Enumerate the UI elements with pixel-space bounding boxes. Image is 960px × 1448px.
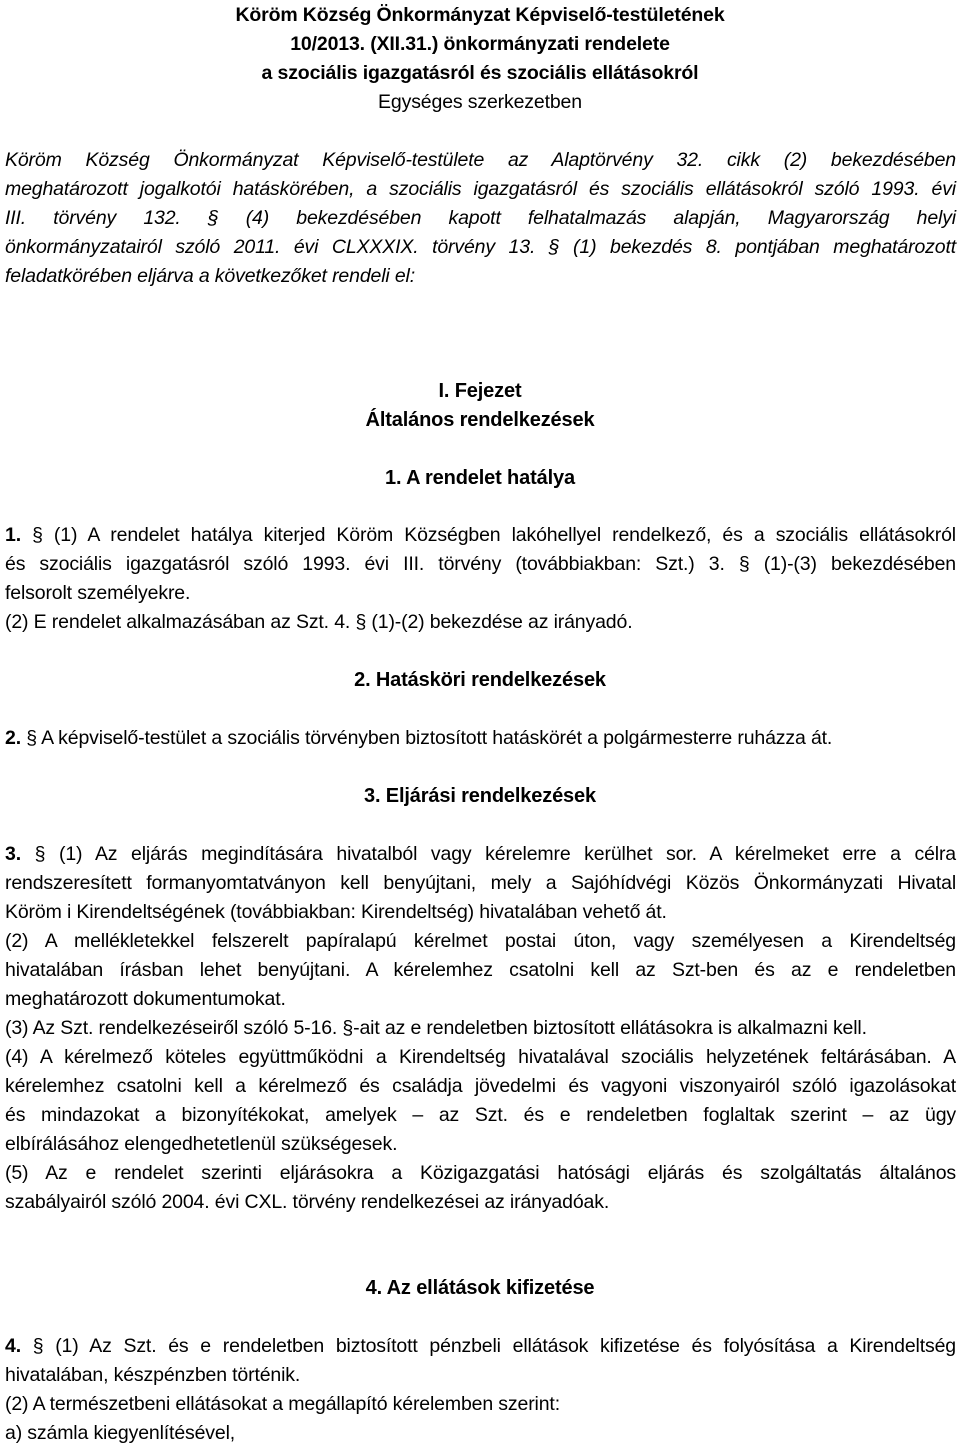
section-3-line-13: szabályairól szóló 2004. évi CXL. törvény rendelkezései az irányadóak. [5,1191,610,1213]
section-heading-4: 4. Az ellátások kifizetése [365,1277,595,1299]
section-1-line-2: és szociális igazgatásról szóló 1993. évi III. törvény (továbbiakban: Szt.) 3. § (1)-(3) bekezdésében [5,553,956,575]
title-line-2: 10/2013. (XII.31.) önkormányzati rendelete [290,33,670,55]
section-3-line-9: kérelemhez csatolni kell a kérelmező és családja jövedelmi és vagyoni viszonyairól szóló igazolásokat [5,1075,956,1097]
preamble-line-4: önkormányzatairól szóló 2011. évi CLXXXIX. törvény 13. § (1) bekezdés 8. pontjában meghatározott [5,236,956,258]
section-heading-3: 3. Eljárási rendelkezések [364,785,596,807]
title-line-1: Köröm Község Önkormányzat Képviselő-testületének [235,4,725,26]
section-2-line-1: 2. § A képviselő-testület a szociális törvényben biztosított hatáskörét a polgármesterre ruházza át. [5,727,833,749]
section-3-line-11: elbírálásához elengedhetetlenül szükségesek. [5,1133,398,1155]
section-1-line-3: felsorolt személyekre. [5,582,191,604]
section-heading-2: 2. Hatásköri rendelkezések [354,669,606,691]
section-3-line-4: (2) A mellékletekkel felszerelt papíralapú kérelmet postai úton, vagy személyesen a Kirendeltség [5,930,956,952]
chapter-title: Általános rendelkezések [365,409,595,431]
section-4-line-2: hivatalában, készpénzben történik. [5,1364,301,1386]
section-3-line-12: (5) Az e rendelet szerinti eljárásokra a Közigazgatási hatósági eljárás és szolgáltatás általános [5,1162,956,1184]
section-4-line-4: a) számla kiegyenlítésével, [5,1422,236,1444]
section-3-line-10: és mindazokat a bizonyítékokat, amelyek – az Szt. és e rendeletben foglaltak szerint – az ügy [5,1104,956,1126]
section-3-line-8: (4) A kérelmező köteles együttműködni a Kirendeltség hivatalával szociális helyzetének feltárásában. A [5,1046,956,1068]
section-3-line-2: rendszeresített formanyomtatványon kell benyújtani, mely a Sajóhídvégi Közös Önkormányzati Hivatal [5,872,956,894]
section-heading-1: 1. A rendelet hatálya [385,467,575,489]
subtitle: Egységes szerkezetben [378,91,582,113]
title-line-3: a szociális igazgatásról és szociális ellátásokról [261,62,699,84]
section-1-line-1: 1. § (1) A rendelet hatálya kiterjed Köröm Községben lakóhellyel rendelkező, és a szociális ellátásokról [5,524,956,546]
section-3-line-6: meghatározott dokumentumokat. [5,988,286,1010]
section-4-line-1: 4. § (1) Az Szt. és e rendeletben biztosított pénzbeli ellátások kifizetése és folyósítása a Kirendeltség [5,1335,956,1357]
section-3-line-7: (3) Az Szt. rendelkezéseiről szóló 5-16. §-ait az e rendeletben biztosított ellátásokra is alkalmazni kell. [5,1017,867,1039]
chapter-number: I. Fejezet [438,380,522,402]
section-4-line-3: (2) A természetbeni ellátásokat a megállapító kérelemben szerint: [5,1393,560,1415]
section-3-line-3: Köröm i Kirendeltségének (továbbiakban: Kirendeltség) hivatalában vehető át. [5,901,667,923]
preamble-line-3: III. törvény 132. § (4) bekezdésében kapott felhatalmazás alapján, Magyarország helyi [5,207,956,229]
section-3-line-5: hivatalában írásban lehet benyújtani. A kérelemhez csatolni kell az Szt-ben és az e rendeletben [5,959,956,981]
section-1-line-4: (2) E rendelet alkalmazásában az Szt. 4. § (1)-(2) bekezdése az irányadó. [5,611,633,633]
section-3-line-1: 3. § (1) Az eljárás megindítására hivatalból vagy kérelemre kerülhet sor. A kérelmeket erre a célra [5,843,956,865]
preamble-line-2: meghatározott jogalkotói hatáskörében, a szociális igazgatásról és szociális ellátásokról szóló 1993. évi [5,178,956,200]
preamble-line-1: Köröm Község Önkormányzat Képviselő-testülete az Alaptörvény 32. cikk (2) bekezdésében [5,149,956,171]
preamble-line-5: feladatkörében eljárva a következőket rendeli el: [5,265,415,287]
